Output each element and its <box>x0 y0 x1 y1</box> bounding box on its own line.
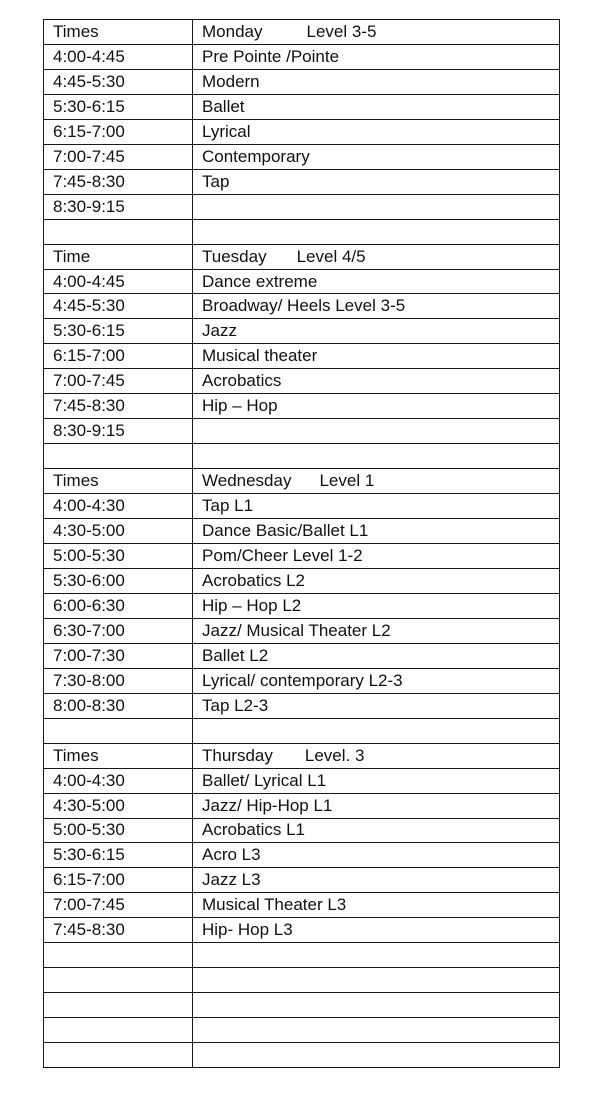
empty-cell <box>193 1043 560 1068</box>
class-cell: Hip – Hop <box>193 394 560 419</box>
class-cell: Jazz L3 <box>193 868 560 893</box>
empty-row <box>44 968 560 993</box>
time-cell: 7:45-8:30 <box>44 918 193 943</box>
empty-cell <box>193 718 560 743</box>
table-row <box>44 169 560 194</box>
time-cell: 8:00-8:30 <box>44 693 193 718</box>
table-row <box>44 119 560 144</box>
time-cell: 4:00-4:45 <box>44 44 193 69</box>
time-column-header: Times <box>44 469 193 494</box>
empty-row <box>44 943 560 968</box>
table-row <box>44 868 560 893</box>
time-cell: 6:15-7:00 <box>44 344 193 369</box>
spacer-row <box>44 718 560 743</box>
table-row <box>44 69 560 94</box>
time-cell: 4:00-4:30 <box>44 768 193 793</box>
tuesday-header-row <box>44 244 560 269</box>
day-label: Tuesday <box>202 246 267 266</box>
table-row <box>44 94 560 119</box>
class-cell: Ballet/ Lyrical L1 <box>193 768 560 793</box>
time-cell: 7:00-7:45 <box>44 369 193 394</box>
empty-cell <box>193 993 560 1018</box>
table-row <box>44 494 560 519</box>
time-cell: 7:45-8:30 <box>44 394 193 419</box>
class-cell: Tap <box>193 169 560 194</box>
class-cell: Dance extreme <box>193 269 560 294</box>
empty-cell <box>44 718 193 743</box>
class-cell: Dance Basic/Ballet L1 <box>193 519 560 544</box>
table-row <box>44 693 560 718</box>
class-cell: Pom/Cheer Level 1-2 <box>193 544 560 569</box>
class-cell: Lyrical <box>193 119 560 144</box>
class-cell: Hip- Hop L3 <box>193 918 560 943</box>
table-row <box>44 144 560 169</box>
class-cell: Lyrical/ contemporary L2-3 <box>193 668 560 693</box>
day-header <box>193 244 560 269</box>
time-cell: 4:30-5:00 <box>44 519 193 544</box>
time-cell: 5:00-5:30 <box>44 544 193 569</box>
table-row <box>44 319 560 344</box>
day-header <box>193 743 560 768</box>
empty-cell <box>44 943 193 968</box>
spacer-row <box>44 219 560 244</box>
time-cell: 4:45-5:30 <box>44 294 193 319</box>
table-row <box>44 394 560 419</box>
table-row <box>44 568 560 593</box>
time-cell: 7:00-7:45 <box>44 144 193 169</box>
table-row <box>44 768 560 793</box>
time-cell: 4:30-5:00 <box>44 793 193 818</box>
level-label: Level. 3 <box>304 745 365 765</box>
table-row <box>44 593 560 618</box>
empty-cell <box>44 968 193 993</box>
dance-schedule-table <box>43 19 560 1068</box>
table-row <box>44 44 560 69</box>
day-label: Monday <box>202 21 263 41</box>
time-column-header: Time <box>44 244 193 269</box>
level-label: Level 3-5 <box>306 21 377 41</box>
day-header <box>193 20 560 45</box>
table-row <box>44 893 560 918</box>
monday-header-row <box>44 20 560 45</box>
empty-row <box>44 993 560 1018</box>
class-cell: Acrobatics L2 <box>193 568 560 593</box>
empty-cell <box>44 1043 193 1068</box>
table-row <box>44 793 560 818</box>
spacer-row <box>44 444 560 469</box>
table-row <box>44 643 560 668</box>
table-row <box>44 918 560 943</box>
class-cell <box>193 419 560 444</box>
table-row <box>44 344 560 369</box>
table-row <box>44 519 560 544</box>
class-cell: Tap L1 <box>193 494 560 519</box>
time-cell: 6:15-7:00 <box>44 868 193 893</box>
class-cell: Tap L2-3 <box>193 693 560 718</box>
class-cell: Musical Theater L3 <box>193 893 560 918</box>
table-row <box>44 668 560 693</box>
table-row <box>44 194 560 219</box>
table-row <box>44 369 560 394</box>
time-cell: 7:00-7:30 <box>44 643 193 668</box>
time-cell: 7:00-7:45 <box>44 893 193 918</box>
class-cell: Acro L3 <box>193 843 560 868</box>
time-cell: 6:00-6:30 <box>44 593 193 618</box>
empty-cell <box>193 444 560 469</box>
time-cell: 7:30-8:00 <box>44 668 193 693</box>
empty-cell <box>193 219 560 244</box>
empty-cell <box>44 993 193 1018</box>
class-cell: Broadway/ Heels Level 3-5 <box>193 294 560 319</box>
table-row <box>44 843 560 868</box>
time-cell: 4:00-4:45 <box>44 269 193 294</box>
class-cell: Ballet L2 <box>193 643 560 668</box>
time-cell: 6:15-7:00 <box>44 119 193 144</box>
class-cell: Jazz <box>193 319 560 344</box>
class-cell: Contemporary <box>193 144 560 169</box>
time-cell: 8:30-9:15 <box>44 194 193 219</box>
class-cell: Jazz/ Hip-Hop L1 <box>193 793 560 818</box>
empty-cell <box>193 1018 560 1043</box>
table-row <box>44 269 560 294</box>
class-cell: Hip – Hop L2 <box>193 593 560 618</box>
class-cell: Modern <box>193 69 560 94</box>
class-cell: Musical theater <box>193 344 560 369</box>
class-cell: Acrobatics L1 <box>193 818 560 843</box>
time-cell: 5:30-6:15 <box>44 843 193 868</box>
level-label: Level 4/5 <box>296 246 366 266</box>
time-cell: 5:30-6:00 <box>44 568 193 593</box>
empty-cell <box>44 444 193 469</box>
time-cell: 5:30-6:15 <box>44 319 193 344</box>
table-row <box>44 544 560 569</box>
time-column-header: Times <box>44 743 193 768</box>
empty-row <box>44 1043 560 1068</box>
class-cell: Pre Pointe /Pointe <box>193 44 560 69</box>
table-row <box>44 618 560 643</box>
thursday-header-row <box>44 743 560 768</box>
empty-cell <box>193 968 560 993</box>
wednesday-header-row <box>44 469 560 494</box>
time-cell: 8:30-9:15 <box>44 419 193 444</box>
time-cell: 6:30-7:00 <box>44 618 193 643</box>
class-cell: Ballet <box>193 94 560 119</box>
day-label: Wednesday <box>202 471 292 491</box>
time-cell: 4:45-5:30 <box>44 69 193 94</box>
class-cell: Jazz/ Musical Theater L2 <box>193 618 560 643</box>
class-cell <box>193 194 560 219</box>
day-header <box>193 469 560 494</box>
level-label: Level 1 <box>319 471 375 491</box>
empty-cell <box>193 943 560 968</box>
empty-cell <box>44 219 193 244</box>
table-row <box>44 294 560 319</box>
time-cell: 5:30-6:15 <box>44 94 193 119</box>
class-cell: Acrobatics <box>193 369 560 394</box>
empty-cell <box>44 1018 193 1043</box>
table-row <box>44 419 560 444</box>
time-cell: 5:00-5:30 <box>44 818 193 843</box>
time-cell: 4:00-4:30 <box>44 494 193 519</box>
empty-row <box>44 1018 560 1043</box>
time-column-header: Times <box>44 20 193 45</box>
day-label: Thursday <box>202 745 273 765</box>
time-cell: 7:45-8:30 <box>44 169 193 194</box>
table-row <box>44 818 560 843</box>
